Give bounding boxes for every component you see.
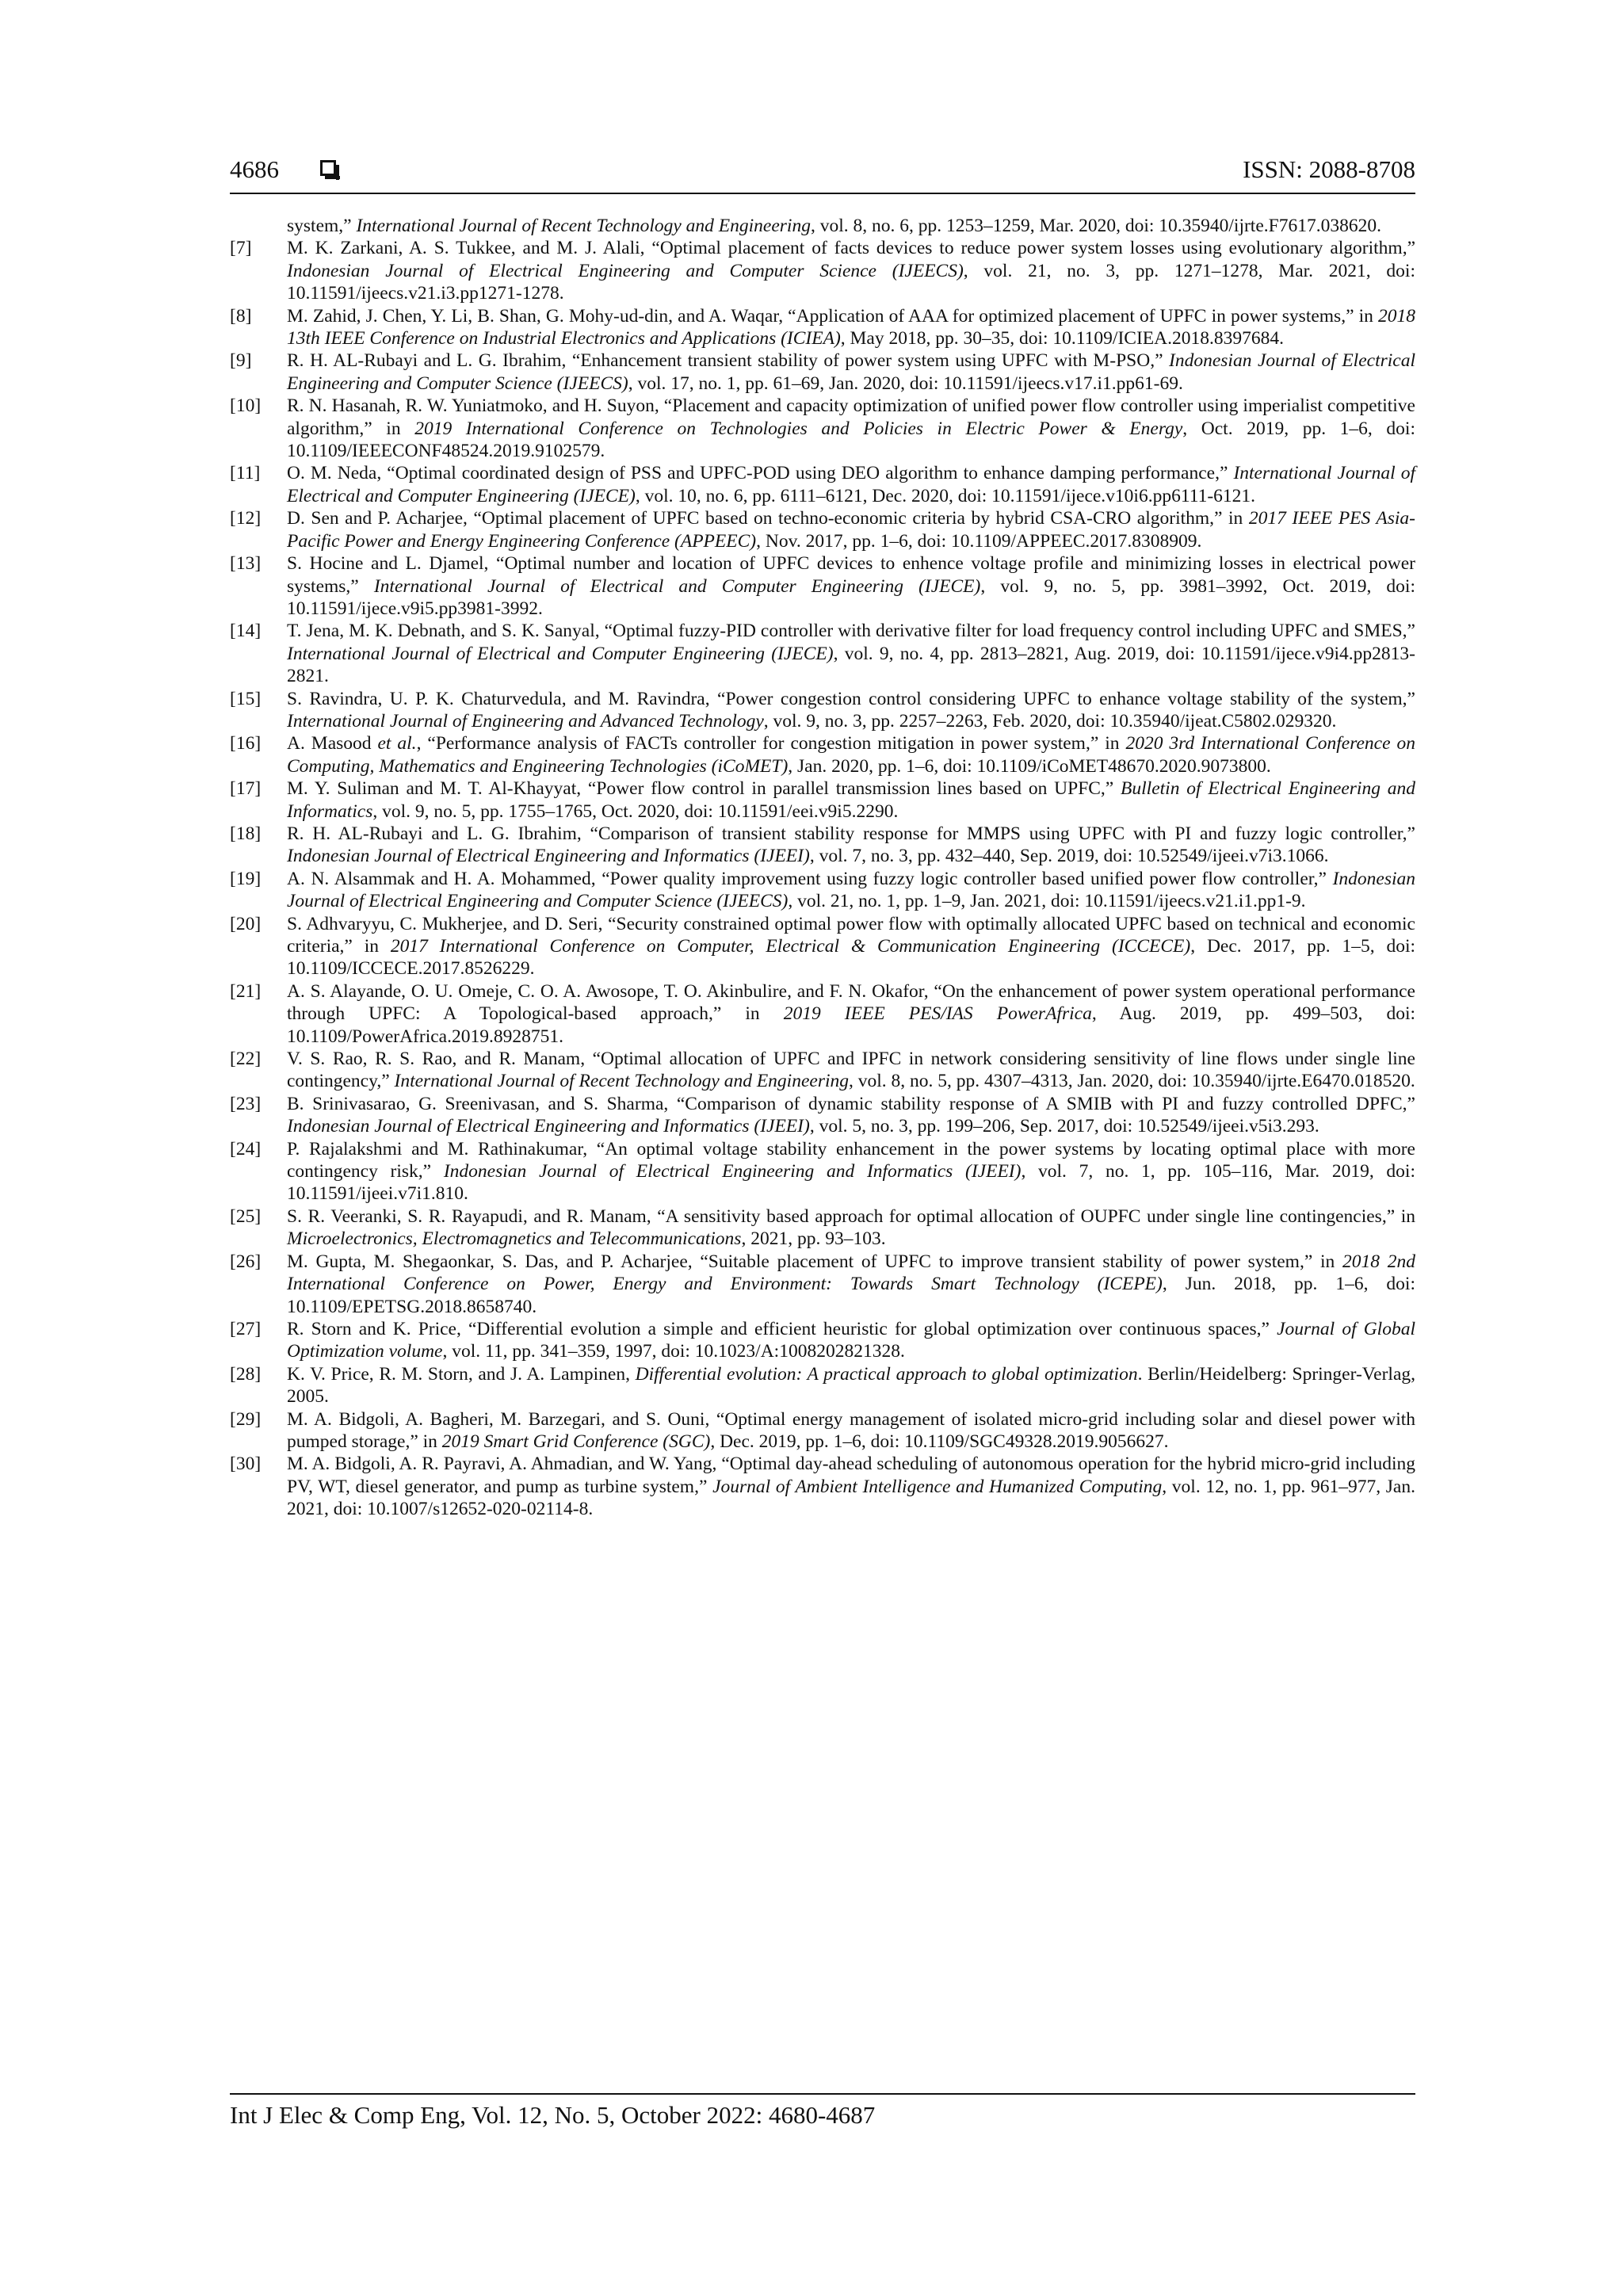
issn-label: ISSN: 2088-8708 [1243, 155, 1415, 183]
reference-segment: B. Srinivasarao, G. Sreenivasan, and S. Sharma, “Comparison of dynamic stability response of A SMIB with PI and fuzzy controlled DPFC,” [287, 1093, 1415, 1114]
reference-number: [10] [230, 395, 262, 417]
reference-segment: , Nov. 2017, pp. 1–6, doi: 10.1109/APPEEC.2017.8308909. [756, 530, 1202, 552]
reference-number: [24] [230, 1138, 262, 1159]
reference-segment: M. A. Bidgoli, A. Bagheri, M. Barzegari, and S. Ouni, “Optimal energy management of isolated micro-grid including solar and diesel power with pumped storage,” in [287, 1408, 1415, 1452]
reference-text [287, 306, 1415, 349]
footer-rule [230, 2093, 1415, 2095]
reference-segment: A. S. Alayande, O. U. Omeje, C. O. A. Awosope, T. O. Akinbulire, and F. N. Okafor, “On the enhancement of power system operational performance through UPFC: A Topological-based approach,” in [287, 980, 1415, 1025]
reference-number: [18] [230, 823, 262, 844]
reference-item [230, 688, 1415, 733]
reference-item [230, 507, 1415, 552]
reference-text [287, 1139, 1415, 1205]
reference-number: [19] [230, 868, 262, 889]
reference-segment: , vol. 8, no. 5, pp. 4307–4313, Jan. 2020, doi: 10.35940/ijrte.E6470.018520. [849, 1071, 1415, 1092]
reference-item [230, 620, 1415, 687]
reference-segment: A. N. Alsammak and H. A. Mohammed, “Power quality improvement using fuzzy logic controller based unified power flow controller,” [287, 868, 1333, 889]
reference-segment: , Jun. 2018, pp. 1–6, doi: 10.1109/EPETSG.2018.8658740. [287, 1274, 1415, 1317]
reference-segment: O. M. Neda, “Optimal coordinated design of PSS and UPFC-POD using DEO algorithm to enhance damping performance,” [287, 463, 1234, 484]
reference-segment: , Aug. 2019, pp. 499–503, doi: 10.1109/PowerAfrica.2019.8928751. [287, 1003, 1416, 1047]
reference-segment: , vol. 9, no. 4, pp. 2813–2821, Aug. 2019, doi: 10.11591/ijece.v9i4.pp2813-2821. [287, 643, 1415, 687]
reference-venue: 2019 International Conference on Technologies and Policies in Electric Power & Energy [414, 418, 1183, 439]
reference-segment: M. A. Bidgoli, A. R. Payravi, A. Ahmadian, and W. Yang, “Optimal day-ahead scheduling of autonomous operation for the hybrid micro-grid including PV, WT, diesel generator, and pump as turbine system,” [287, 1454, 1415, 1497]
reference-segment: . Berlin/Heidelberg: Springer-Verlag, 2005. [287, 1363, 1415, 1408]
reference-segment: M. Gupta, M. Shegaonkar, S. Das, and P. Acharjee, “Suitable placement of UPFC to improve transient stability of power system,” in [287, 1251, 1343, 1272]
reference-text [287, 733, 1415, 776]
reference-item [230, 1205, 1415, 1251]
reference-text [287, 1319, 1415, 1362]
reference-item [230, 395, 1415, 462]
reference-venue: International Journal of Engineering and Advanced Technology [287, 710, 764, 732]
reference-text [287, 778, 1415, 821]
reference-text [287, 1049, 1415, 1091]
reference-venue: International Journal of Electrical and Computer Engineering (IJECE) [287, 463, 1415, 506]
reference-number: [29] [230, 1408, 262, 1430]
reference-number: [8] [230, 305, 252, 327]
reference-segment: , vol. 21, no. 3, pp. 1271–1278, Mar. 2021, doi: 10.11591/ijeecs.v21.i3.pp1271-1278. [287, 260, 1415, 304]
reference-segment: , Jan. 2020, pp. 1–6, doi: 10.1109/iCoMET48670.2020.9073800. [788, 755, 1271, 777]
reference-item [230, 777, 1415, 823]
reference-segment: M. Y. Suliman and M. T. Al-Khayyat, “Power flow control in parallel transmission lines based on UPFC,” [287, 778, 1121, 800]
reference-list [230, 215, 1415, 1521]
reference-venue: 2020 3rd International Conference on Computing, Mathematics and Engineering Technologies (iCoMET) [287, 733, 1415, 777]
reference-text [287, 1094, 1415, 1137]
reference-number: [21] [230, 980, 262, 1002]
reference-text [287, 1251, 1415, 1317]
reference-number: [9] [230, 350, 252, 372]
checkbox-square-icon [320, 160, 336, 176]
reference-segment: S. Hocine and L. Djamel, “Optimal number and location of UPFC devices to enhence voltage profile and minimizing losses in electrical power systems,” [287, 553, 1415, 597]
page-header [230, 155, 1415, 190]
reference-venue: Indonesian Journal of Electrical Engineering and Informatics (IJEEI) [287, 1116, 810, 1137]
reference-item [230, 350, 1415, 395]
reference-segment: V. S. Rao, R. S. Rao, and R. Manam, “Optimal allocation of UPFC and IPFC in network considering sensitivity of line flows under single line contingency,” [287, 1049, 1415, 1092]
reference-text [287, 914, 1415, 980]
reference-venue: Bulletin of Electrical Engineering and Informatics [287, 778, 1415, 822]
reference-item [230, 1138, 1415, 1205]
reference-item [230, 1318, 1415, 1363]
reference-venue: Indonesian Journal of Electrical Engineering and Informatics (IJEEI) [287, 846, 810, 867]
reference-segment: , Dec. 2017, pp. 1–5, doi: 10.1109/ICCECE.2017.8526229. [287, 936, 1416, 980]
reference-venue: Indonesian Journal of Electrical Engineering and Computer Science (IJEECS) [287, 260, 964, 281]
reference-item [230, 462, 1415, 507]
reference-text [287, 823, 1415, 866]
reference-item [230, 868, 1415, 913]
reference-segment: S. R. Veeranki, S. R. Rayapudi, and R. Manam, “A sensitivity based approach for optimal allocation of OUPFC under single line contingencies,” in [287, 1205, 1415, 1227]
reference-segment: R. Storn and K. Price, “Differential evolution a simple and efficient heuristic for global optimization over continuous spaces,” [287, 1318, 1277, 1339]
reference-venue: International Journal of Electrical and Computer Engineering (IJECE) [287, 643, 834, 664]
reference-number: [30] [230, 1454, 262, 1475]
reference-text [287, 216, 1381, 236]
reference-item [230, 823, 1415, 868]
reference-segment: S. Ravindra, U. P. K. Chaturvedula, and M. Ravindra, “Power congestion control considering UPFC to enhance voltage stability of the system,” [287, 688, 1415, 709]
reference-item [230, 980, 1415, 1048]
footer-citation: Int J Elec & Comp Eng, Vol. 12, No. 5, October 2022: 4680-4687 [230, 2101, 876, 2129]
reference-item [230, 1251, 1415, 1318]
reference-venue: International Journal of Electrical and Computer Engineering (IJECE) [373, 575, 981, 597]
reference-venue: Microelectronics, Electromagnetics and Telecommunications [287, 1228, 742, 1250]
reference-number: [26] [230, 1251, 262, 1272]
reference-segment: , vol. 17, no. 1, pp. 61–69, Jan. 2020, doi: 10.11591/ijeecs.v17.i1.pp61-69. [628, 372, 1183, 394]
reference-text [287, 395, 1415, 461]
reference-number: [20] [230, 913, 262, 934]
reference-segment: R. H. AL-Rubayi and L. G. Ibrahim, “Enhancement transient stability of power system using UPFC with M-PSO,” [287, 350, 1170, 372]
reference-venue: Journal of Global Optimization volume [287, 1318, 1415, 1362]
reference-segment: , vol. 5, no. 3, pp. 199–206, Sep. 2017, doi: 10.52549/ijeei.v5i3.293. [809, 1116, 1319, 1137]
reference-number: [16] [230, 733, 262, 755]
reference-item [230, 1408, 1415, 1454]
reference-venue: Journal of Ambient Intelligence and Humanized Computing [712, 1476, 1163, 1497]
reference-text [287, 1409, 1415, 1452]
reference-number: [22] [230, 1049, 262, 1070]
reference-item [230, 215, 1415, 237]
reference-segment: S. Adhvaryyu, C. Mukherjee, and D. Seri, “Security constrained optimal power flow with optimally allocated UPFC based on technical and economic criteria,” in [287, 913, 1415, 957]
reference-venue: Differential evolution: A practical approach to global optimization [635, 1363, 1138, 1385]
reference-text [287, 1454, 1415, 1519]
reference-segment: , vol. 9, no. 5, pp. 1755–1765, Oct. 2020, doi: 10.11591/eei.v9i5.2290. [372, 800, 899, 822]
reference-venue: Indonesian Journal of Electrical Engineering and Computer Science (IJEECS) [287, 350, 1415, 394]
reference-number: [23] [230, 1093, 262, 1114]
reference-segment: , Dec. 2019, pp. 1–6, doi: 10.1109/SGC49328.2019.9056627. [710, 1431, 1169, 1452]
reference-item [230, 1453, 1415, 1520]
reference-segment: M. Zahid, J. Chen, Y. Li, B. Shan, G. Mohy-ud-din, and A. Waqar, “Application of AAA for optimized placement of UPFC in power systems,” in [287, 305, 1378, 327]
reference-item [230, 552, 1415, 620]
reference-segment: et al. [377, 733, 417, 755]
reference-segment: , vol. 7, no. 1, pp. 105–116, Mar. 2019, doi: 10.11591/ijeei.v7i1.810. [287, 1161, 1415, 1205]
reference-item [230, 305, 1415, 350]
reference-number: [11] [230, 463, 261, 484]
reference-number: [13] [230, 553, 262, 575]
reference-segment: D. Sen and P. Acharjee, “Optimal placement of UPFC based on techno-economic criteria by hybrid CSA-CRO algorithm,” in [287, 508, 1249, 529]
reference-segment: , vol. 21, no. 1, pp. 1–9, Jan. 2021, doi: 10.11591/ijeecs.v21.i1.pp1-9. [788, 891, 1306, 912]
reference-text [287, 981, 1415, 1047]
reference-text [287, 350, 1415, 393]
reference-segment: , vol. 7, no. 3, pp. 432–440, Sep. 2019, doi: 10.52549/ijeei.v7i3.1066. [809, 846, 1329, 867]
reference-segment: , vol. 8, no. 6, pp. 1253–1259, Mar. 2020, doi: 10.35940/ijrte.F7617.038620. [810, 216, 1381, 236]
reference-segment: , May 2018, pp. 30–35, doi: 10.1109/ICIEA.2018.8397684. [840, 328, 1284, 350]
reference-number: [27] [230, 1318, 262, 1339]
reference-text [287, 553, 1415, 619]
reference-venue: Indonesian Journal of Electrical Engineering and Computer Science (IJEECS) [287, 868, 1415, 912]
reference-venue: 2017 IEEE PES Asia-Pacific Power and Energy Engineering Conference (APPEEC) [287, 508, 1415, 552]
reference-text [287, 1206, 1415, 1249]
reference-venue: International Journal of Recent Technology and Engineering [394, 1071, 849, 1092]
reference-segment: A. Masood [287, 733, 378, 755]
reference-segment: , vol. 11, pp. 341–359, 1997, doi: 10.1023/A:1008202821328. [442, 1341, 905, 1362]
reference-segment: R. H. AL-Rubayi and L. G. Ibrahim, “Comparison of transient stability response for MMPS using UPFC with PI and fuzzy logic controller,” [287, 823, 1415, 844]
reference-segment: , “Performance analysis of FACTs controller for congestion mitigation in power system,” in [416, 733, 1126, 755]
reference-text [287, 238, 1415, 304]
reference-item [230, 1048, 1415, 1093]
reference-segment: , vol. 9, no. 5, pp. 3981–3992, Oct. 2019, doi: 10.11591/ijece.v9i5.pp3981-3992. [287, 575, 1415, 619]
reference-text [287, 1364, 1415, 1407]
page-number: 4686 [230, 155, 279, 183]
reference-segment: system,” [287, 216, 357, 236]
reference-segment: , 2021, pp. 93–103. [741, 1228, 886, 1250]
reference-number: [12] [230, 508, 262, 529]
header-rule [230, 193, 1415, 194]
reference-text [287, 869, 1415, 911]
reference-segment: T. Jena, M. K. Debnath, and S. K. Sanyal, “Optimal fuzzy-PID controller with derivative filter for load frequency control including UPFC and SMES,” [287, 621, 1415, 642]
reference-text [287, 463, 1415, 506]
reference-segment: , vol. 12, no. 1, pp. 961–977, Jan. 2021, doi: 10.1007/s12652-020-02114-8. [287, 1476, 1415, 1520]
reference-segment: R. N. Hasanah, R. W. Yuniatmoko, and H. Suyon, “Placement and capacity optimization of unified power flow controller using imperialist competitive algorithm,” in [287, 395, 1415, 439]
reference-text [287, 508, 1415, 551]
reference-number: [28] [230, 1363, 262, 1385]
reference-venue: 2018 13th IEEE Conference on Industrial Electronics and Applications (ICIEA) [287, 305, 1415, 350]
reference-number: [17] [230, 778, 262, 800]
reference-venue: Indonesian Journal of Electrical Engineering and Informatics (IJEEI) [443, 1161, 1022, 1182]
reference-item [230, 237, 1415, 304]
reference-number: [7] [230, 238, 252, 259]
reference-segment: K. V. Price, R. M. Storn, and J. A. Lampinen, [287, 1363, 636, 1385]
reference-venue: 2018 2nd International Conference on Power, Energy and Environment: Towards Smart Technology (ICEPE) [287, 1251, 1416, 1295]
reference-venue: 2019 IEEE PES/IAS PowerAfrica [783, 1003, 1092, 1025]
reference-item [230, 913, 1415, 980]
reference-item [230, 1093, 1415, 1138]
reference-item [230, 732, 1415, 777]
reference-number: [14] [230, 621, 262, 642]
reference-text [287, 689, 1415, 732]
reference-number: [15] [230, 688, 262, 709]
reference-segment: , vol. 9, no. 3, pp. 2257–2263, Feb. 2020, doi: 10.35940/ijeat.C5802.029320. [763, 710, 1337, 732]
reference-venue: International Journal of Recent Technology and Engineering [356, 216, 811, 236]
reference-number: [25] [230, 1205, 262, 1227]
reference-text [287, 621, 1415, 686]
reference-item [230, 1363, 1415, 1408]
reference-segment: , vol. 10, no. 6, pp. 6111–6121, Dec. 2020, doi: 10.11591/ijece.v10i6.pp6111-6121. [635, 485, 1256, 506]
reference-segment: , Oct. 2019, pp. 1–6, doi: 10.1109/IEEECONF48524.2019.9102579. [287, 418, 1415, 462]
reference-segment: M. K. Zarkani, A. S. Tukkee, and M. J. Alali, “Optimal placement of facts devices to reduce power system losses using evolutionary algorithm,” [287, 238, 1415, 259]
reference-venue: 2019 Smart Grid Conference (SGC) [441, 1431, 711, 1452]
reference-segment: P. Rajalakshmi and M. Rathinakumar, “An optimal voltage stability enhancement in the power systems by locating optimal place with more contingency risk,” [287, 1138, 1415, 1182]
reference-venue: 2017 International Conference on Computer, Electrical & Communication Engineering (ICCECE) [390, 936, 1191, 957]
